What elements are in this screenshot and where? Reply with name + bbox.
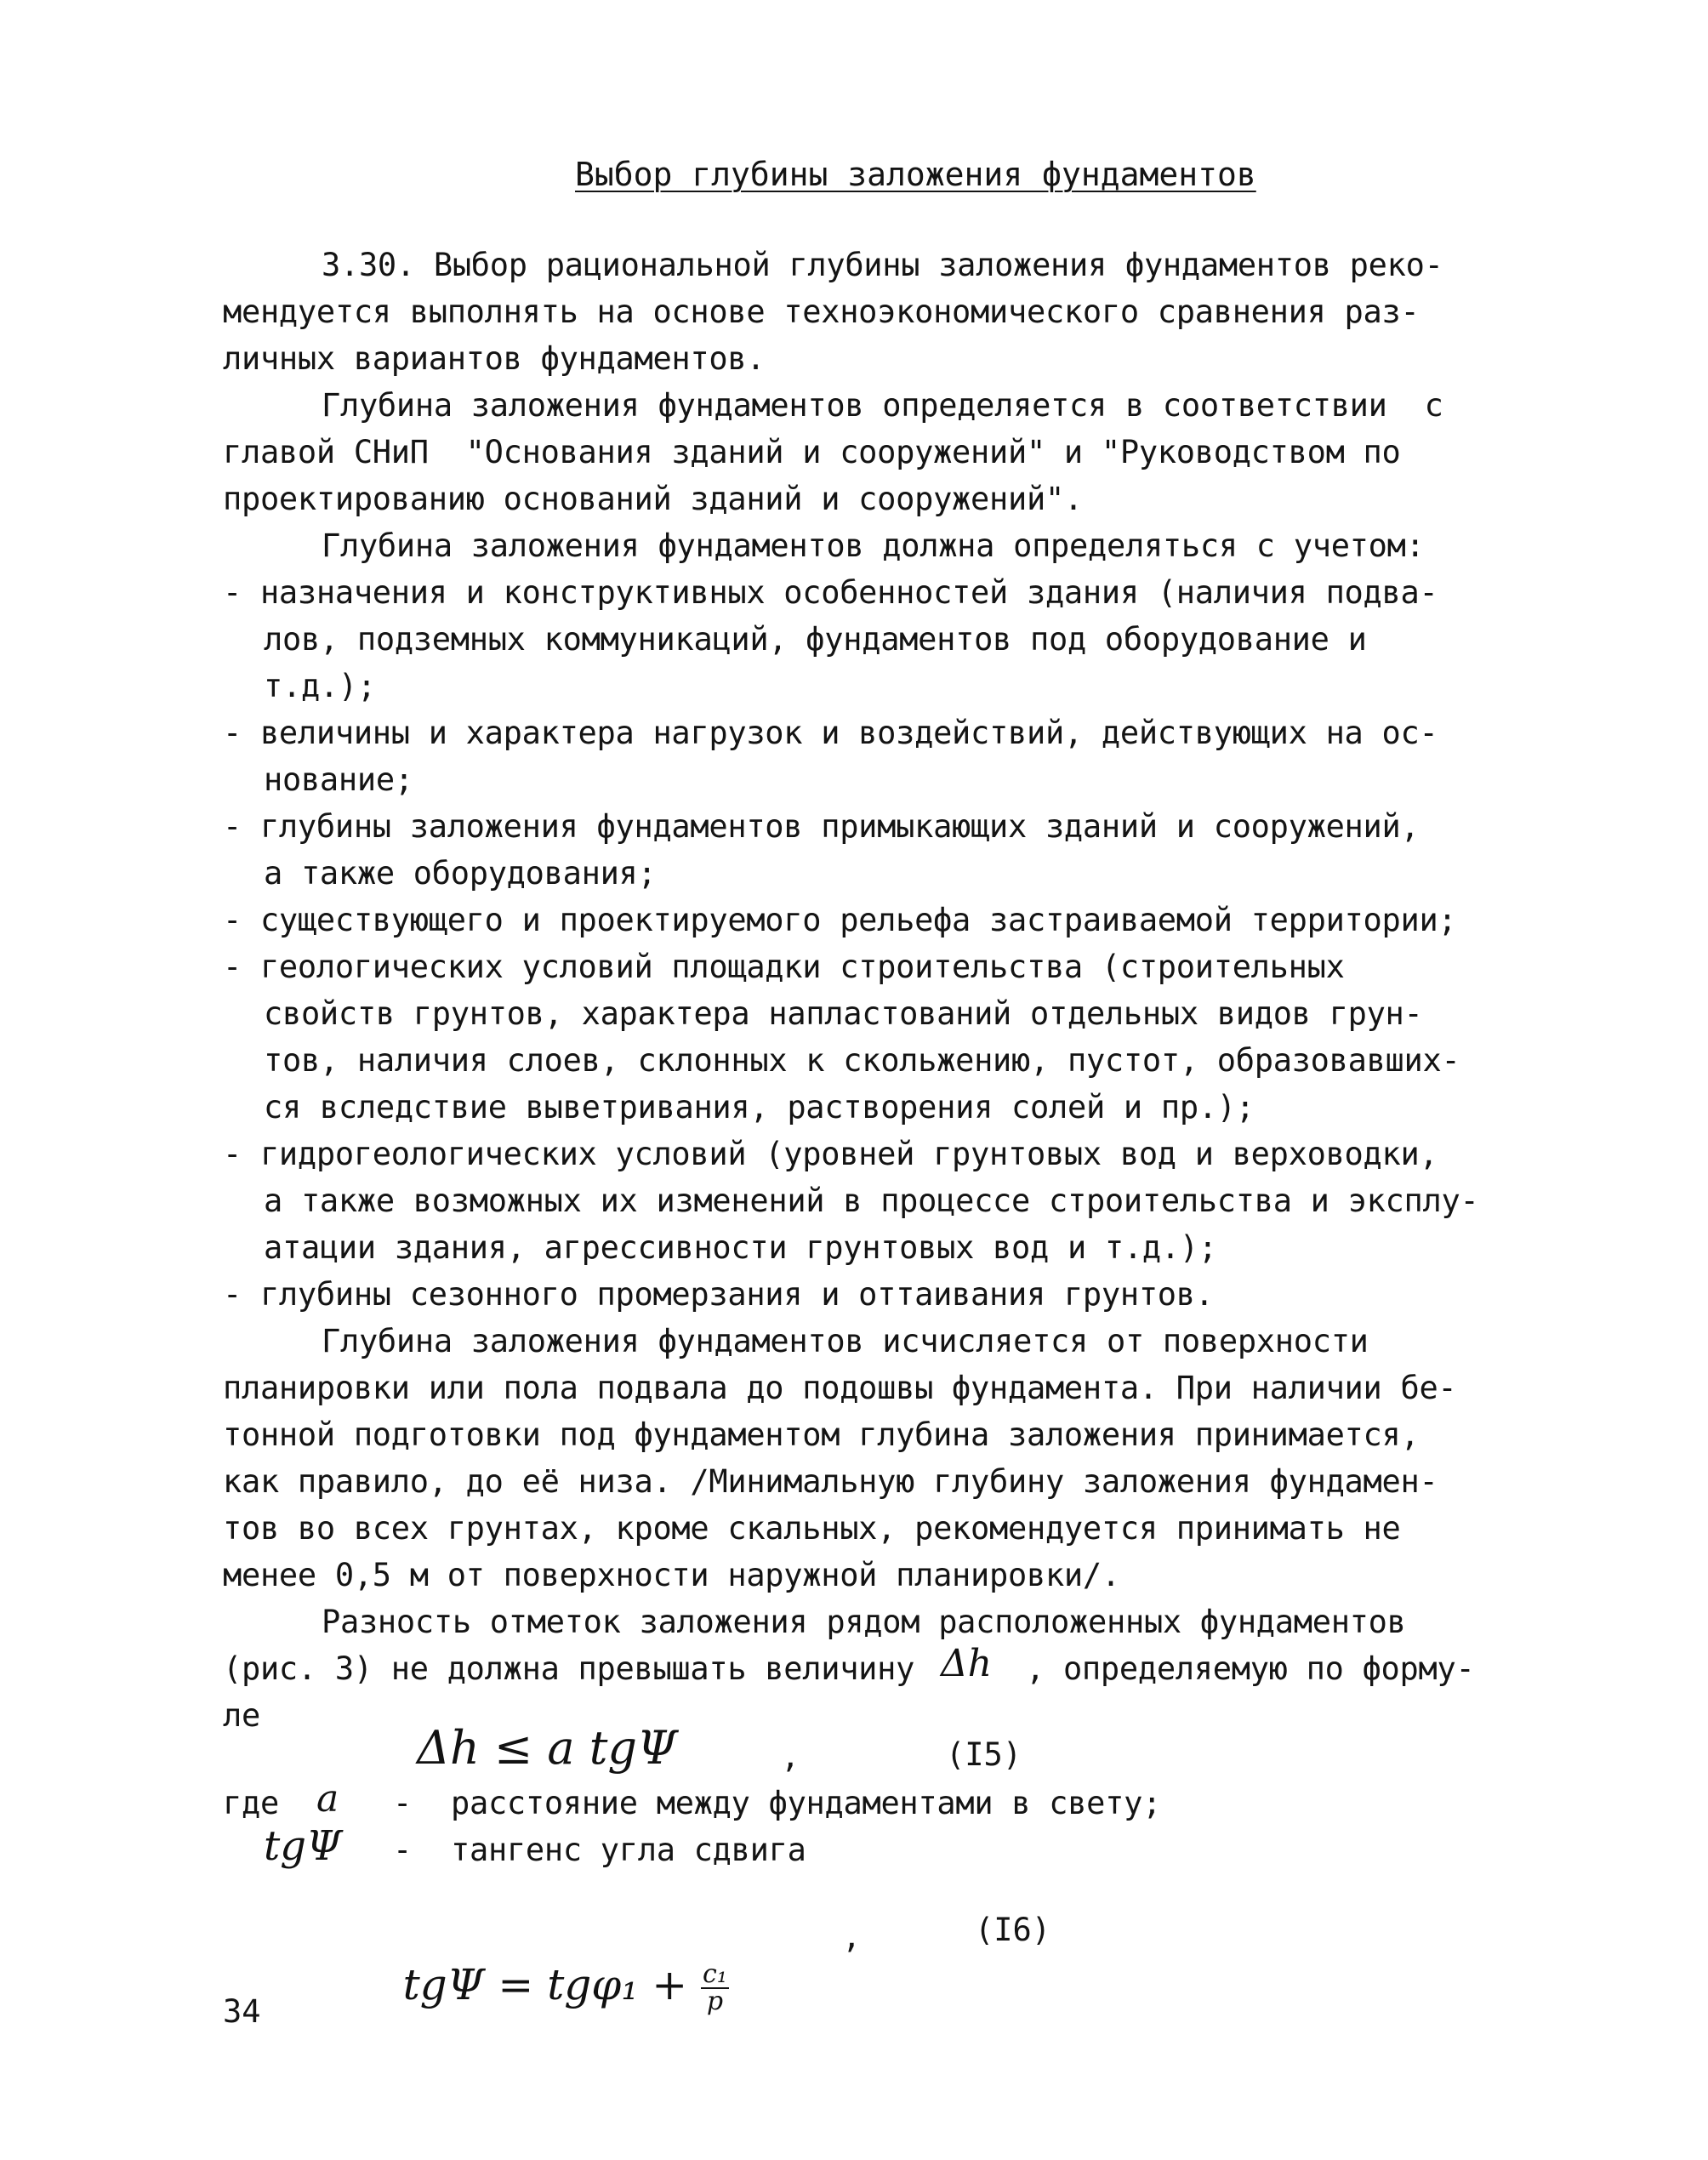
text-line: атации здания, агрессивности грунтовых вод и т.д.); [264,1229,1217,1266]
delta-h-symbol: Δh [941,1642,993,1685]
list-item: - глубины сезонного промерзания и оттаивания грунтов. [223,1276,1214,1313]
text-line: главой СНиП "Основания зданий и сооружений" и "Руководством по [223,434,1401,470]
list-item: - геологических условий площадки строительства (строительных [223,949,1345,985]
where-symbol-a: a [316,1777,339,1821]
text-line: (рис. 3) не должна превышать величину [223,1650,915,1687]
text-line: тов, наличия слоев, склонных к скольжению, пустот, образовавших- [264,1042,1460,1079]
where-dash: - [393,1832,412,1868]
text-line: , определяемую по форму- [1026,1650,1475,1687]
fraction-denominator: p [706,1986,724,2016]
formula-16-comma: , [842,1918,862,1955]
text-line: мендуется выполнять на основе техноэкономического сравнения раз- [223,294,1420,330]
text-line: свойств грунтов, характера напластований отдельных видов грун- [264,995,1423,1032]
formula-15-number: (I5) [946,1736,1022,1773]
text-line: ся вследствие выветривания, растворения солей и пр.); [264,1089,1255,1126]
list-item: - гидрогеологических условий (уровней грунтовых вод и верховодки, [223,1136,1438,1172]
text-line: т.д.); [264,668,376,704]
list-item: - глубины заложения фундаментов примыкающих зданий и сооружений, [223,808,1420,845]
page-number: 34 [223,1993,261,2030]
text-line: 3.30. Выбор рациональной глубины заложения фундаментов реко- [322,247,1443,283]
text-line: менее 0,5 м от поверхности наружной планировки/. [223,1557,1120,1593]
fraction-numerator: c₁ [703,1959,727,1989]
text-line: Глубина заложения фундаментов определяется в соответствии с [322,387,1443,424]
text-line: тов во всех грунтах, кроме скальных, рекомендуется принимать не [223,1510,1401,1547]
text-line: Глубина заложения фундаментов исчисляется от поверхности [322,1323,1369,1359]
formula-16-lhs: tgΨ = tgφ₁ + [402,1960,702,2009]
formula-15-comma: , [781,1738,800,1775]
formula-16-fraction [701,1959,729,2016]
text-line: личных вариантов фундаментов. [223,340,766,377]
text-line: лов, подземных коммуникаций, фундаментов под оборудование и [264,621,1367,658]
where-dash: - [393,1785,412,1821]
text-line: тонной подготовки под фундаментом глубина заложения принимается, [223,1416,1420,1453]
section-title: Выбор глубины заложения фундаментов [575,156,1256,193]
list-item: - величины и характера нагрузок и воздействий, действующих на ос- [223,715,1438,751]
text-line: как правило, до её низа. /Минимальную глубину заложения фундамен- [223,1463,1438,1500]
text-line: планировки или пола подвала до подошвы фундамента. При наличии бе- [223,1370,1457,1406]
where-symbol-tg-psi: tgΨ [264,1822,343,1870]
where-text: расстояние между фундаментами в свету; [451,1785,1162,1821]
where-lead: где [223,1785,279,1821]
text-line: а также возможных их изменений в процессе строительства и эксплу- [264,1183,1479,1219]
text-line: проектированию оснований зданий и сооружений". [223,481,1083,517]
formula-16-number: (I6) [975,1912,1051,1948]
formula-15: Δh ≤ a tgΨ [417,1721,678,1775]
where-text: тангенс угла сдвига [451,1832,806,1868]
text-line: ле [223,1697,260,1734]
text-line: Глубина заложения фундаментов должна определяться с учетом: [322,527,1425,564]
text-line: Разность отметок заложения рядом расположенных фундаментов [322,1604,1406,1640]
list-item: - существующего и проектируемого рельефа застраиваемой территории; [223,902,1457,938]
list-item: - назначения и конструктивных особенностей здания (наличия подва- [223,574,1438,611]
text-line: нование; [264,761,413,798]
text-line: а также оборудования; [264,855,657,892]
formula-16 [349,1895,729,2074]
